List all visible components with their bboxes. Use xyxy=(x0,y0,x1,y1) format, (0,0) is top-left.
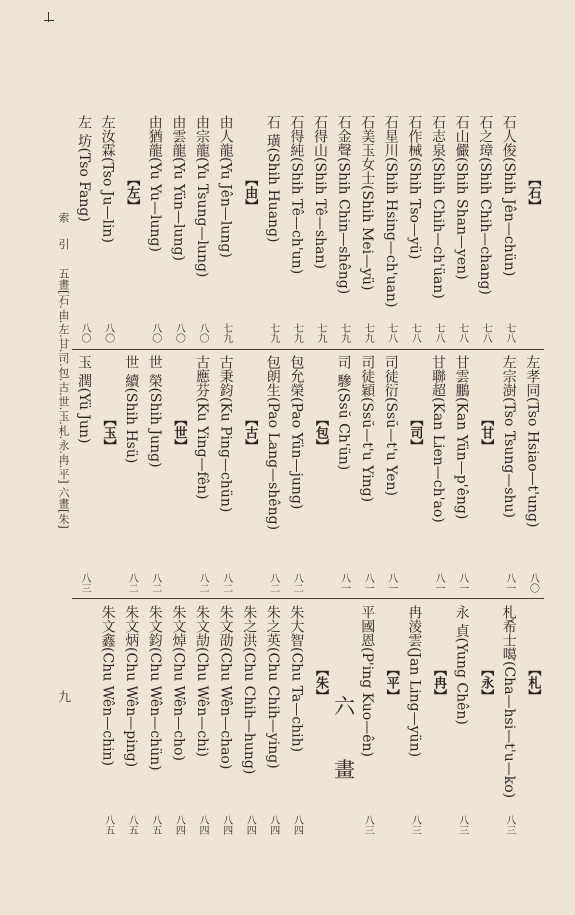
entry-name: 石作械(Shih Tso—yü) xyxy=(406,115,423,260)
index-entry xyxy=(380,355,402,593)
entry-page-ref: 八一 xyxy=(433,573,444,593)
index-entry xyxy=(238,605,260,835)
index-entry xyxy=(215,605,237,835)
surname-heading-text: 【札】 xyxy=(525,663,541,702)
entry-name: 古秉鈞(Ku Ping—chün) xyxy=(217,355,234,513)
index-entry xyxy=(144,115,166,343)
entry-name: 世 榮(Shih Jung) xyxy=(146,355,163,468)
index-entry xyxy=(167,115,189,343)
index-entry xyxy=(120,355,142,593)
index-entry xyxy=(262,605,284,835)
entry-name: 玉 潤(Yü Jun) xyxy=(76,355,92,444)
entry-page-ref: 八〇 xyxy=(149,323,161,343)
index-entry xyxy=(521,355,543,593)
entry-page-ref: 八五 xyxy=(102,815,114,835)
entry-page-ref: 八二 xyxy=(149,573,161,593)
entry-page-ref: 八一 xyxy=(385,573,397,593)
surname-heading-text: 【由】 xyxy=(242,173,258,212)
stroke-count-heading xyxy=(333,605,355,835)
entry-page-ref: 八〇 xyxy=(197,323,208,343)
surname-heading xyxy=(238,115,260,343)
corner-mark xyxy=(48,12,49,22)
surname-heading-text: 【世】 xyxy=(171,413,187,452)
entry-page-ref: 八四 xyxy=(267,815,279,835)
entry-name: 石美玉女士(Shih Mei—yü) xyxy=(359,115,376,291)
surname-heading xyxy=(474,605,496,835)
entry-page-ref: 八二 xyxy=(126,573,138,593)
index-section-1 xyxy=(70,115,545,343)
entry-page-ref: 七九 xyxy=(338,323,350,343)
index-entry xyxy=(215,115,237,343)
surname-heading xyxy=(238,355,260,593)
entry-page-ref: 八三 xyxy=(79,573,90,593)
index-entry xyxy=(451,355,473,593)
entry-name: 永 貞(Yung Chên) xyxy=(453,605,470,725)
stroke-count-heading-text: 六 畫 xyxy=(331,695,356,798)
entry-page-ref: 七八 xyxy=(385,323,397,343)
entry-name: 左汝霖(Tso Ju—lin) xyxy=(99,115,116,243)
entry-name: 左 坊(Tso Fang) xyxy=(76,115,92,222)
entry-page-ref: 七九 xyxy=(220,323,232,343)
entry-page-ref: 七九 xyxy=(267,323,279,343)
index-entry xyxy=(120,605,142,835)
surname-heading-text: 【冉】 xyxy=(431,663,446,702)
entry-page-ref: 八二 xyxy=(267,573,279,593)
entry-page-ref: 七九 xyxy=(315,323,326,343)
index-entry xyxy=(262,115,284,343)
entry-name: 石金聲(Shih Chin—shêng) xyxy=(335,115,352,295)
index-entry xyxy=(191,605,213,835)
entry-name: 朱文劭(Chu Wên—chao) xyxy=(217,605,234,770)
index-entry xyxy=(191,355,213,593)
entry-name: 石之璋(Shih Chih—chang) xyxy=(477,115,494,295)
entry-page-ref: 八二 xyxy=(291,573,303,593)
index-entry xyxy=(403,605,425,835)
section-divider xyxy=(72,598,544,599)
entry-page-ref: 八〇 xyxy=(79,323,90,343)
entry-page-ref: 七八 xyxy=(480,323,492,343)
entry-page-ref: 八五 xyxy=(149,815,161,835)
entry-name: 平國恩(P'ing Kuo—ên) xyxy=(359,605,376,757)
entry-name: 由雲龍(Yu Yün—lung) xyxy=(170,115,187,261)
entry-name: 司徒穎(Ssŭ—t'u Ying) xyxy=(359,355,376,503)
index-entry xyxy=(97,115,119,343)
index-entry xyxy=(333,115,355,343)
corner-mark xyxy=(44,20,54,21)
entry-name: 石人俊(Shih Jên—chün) xyxy=(500,115,517,277)
entry-page-ref: 七八 xyxy=(433,323,444,343)
entry-page-ref: 八一 xyxy=(503,573,515,593)
entry-name: 甘雲鵬(Kan Yün—p'êng) xyxy=(453,355,470,520)
entry-name: 石得純(Shih Tê—ch'un) xyxy=(288,115,305,275)
index-entry xyxy=(356,115,378,343)
surname-heading xyxy=(521,605,543,835)
surname-heading-text: 【石】 xyxy=(525,173,541,212)
surname-heading xyxy=(474,355,496,593)
surname-heading xyxy=(97,355,119,593)
index-entry xyxy=(451,605,473,835)
index-entry xyxy=(498,605,520,835)
entry-page-ref: 八〇 xyxy=(527,573,539,593)
index-entry xyxy=(403,115,425,343)
index-section-3 xyxy=(70,605,545,835)
entry-name: 札希士噶(Cha—hsi—t'u—ko) xyxy=(500,605,517,799)
entry-page-ref: 八四 xyxy=(291,815,303,835)
surname-heading xyxy=(403,355,425,593)
entry-name: 由人龍(Yu Jên—lung) xyxy=(217,115,234,258)
surname-heading xyxy=(521,115,543,343)
entry-name: 石 璜(Shih Huang) xyxy=(264,115,281,243)
entry-page-ref: 八四 xyxy=(220,815,232,835)
index-entry xyxy=(262,355,284,593)
index-section-2 xyxy=(70,355,545,593)
index-entry xyxy=(380,115,402,343)
entry-name: 朱文劼(Chu Wên—chi) xyxy=(194,605,210,758)
entry-page-ref: 八一 xyxy=(362,573,374,593)
entry-name: 古應芬(Ku Ying—fên) xyxy=(194,355,210,500)
surname-heading xyxy=(120,115,142,343)
surname-heading-text: 【包】 xyxy=(313,413,328,452)
running-title: 索 引 xyxy=(57,212,70,256)
entry-name: 朱文焯(Chu Wên—cho) xyxy=(170,605,187,761)
index-entry xyxy=(309,115,331,343)
entry-page-ref: 七九 xyxy=(291,323,303,343)
surname-heading-text: 【古】 xyxy=(242,413,258,452)
index-entry xyxy=(73,115,95,343)
entry-page-ref: 八四 xyxy=(197,815,208,835)
index-entry xyxy=(356,355,378,593)
surname-heading xyxy=(309,355,331,593)
entry-name: 左孝同(Tso Hsiao—t'ung) xyxy=(524,355,541,528)
surname-heading xyxy=(380,605,402,835)
entry-name: 甘聯超(Kan Lien—ch'ao) xyxy=(430,355,446,523)
entry-page-ref: 七八 xyxy=(409,323,421,343)
entry-page-ref: 七八 xyxy=(503,323,515,343)
entry-name: 左宗澍(Tso Tsung—shu) xyxy=(500,355,517,519)
index-entry xyxy=(427,355,449,593)
index-entry xyxy=(451,115,473,343)
index-entry xyxy=(191,115,213,343)
entry-name: 包朗生(Pao Lang—shêng) xyxy=(264,355,281,531)
entry-name: 石志泉(Shih Chih—ch'üan) xyxy=(430,115,446,299)
entry-page-ref: 八四 xyxy=(244,815,256,835)
index-entry xyxy=(498,115,520,343)
entry-page-ref: 八三 xyxy=(503,815,515,835)
index-entry xyxy=(427,115,449,343)
surname-heading-text: 【甘】 xyxy=(478,413,494,452)
entry-name: 司徒衍(Ssŭ—t'u Yen) xyxy=(382,355,399,496)
entry-page-ref: 七八 xyxy=(456,323,468,343)
entry-name: 包允榮(Pao Yün—jung) xyxy=(288,355,305,510)
entry-name: 石得山(Shih Tê—shan) xyxy=(312,115,328,269)
surname-heading xyxy=(167,355,189,593)
index-entry xyxy=(144,605,166,835)
index-entry xyxy=(498,355,520,593)
entry-page-ref: 八三 xyxy=(409,815,421,835)
entry-name: 朱文鑫(Chu Wên—chin) xyxy=(99,605,116,767)
surname-heading-text: 【朱】 xyxy=(313,663,328,702)
index-entry xyxy=(285,115,307,343)
entry-name: 石山儼(Shih Shan—yen) xyxy=(453,115,470,280)
surname-heading-text: 【左】 xyxy=(124,173,140,212)
index-entry xyxy=(333,355,355,593)
surname-heading-text: 【平】 xyxy=(383,663,399,702)
entry-page-ref: 八一 xyxy=(338,573,350,593)
index-entry xyxy=(356,605,378,835)
entry-name: 世 續(Shih Hsü) xyxy=(123,355,140,464)
entry-name: 朱之英(Chu Chih—ying) xyxy=(264,605,281,769)
page-number: 九 xyxy=(55,690,70,703)
entry-page-ref: 八二 xyxy=(220,573,232,593)
entry-page-ref: 七九 xyxy=(362,323,374,343)
index-entry xyxy=(285,605,307,835)
entry-name: 朱文鈞(Chu Wên—chün) xyxy=(146,605,163,771)
entry-name: 由宗龍(Yu Tsung—lung) xyxy=(194,115,210,278)
entry-page-ref: 八〇 xyxy=(102,323,114,343)
index-entry xyxy=(73,355,95,593)
section-divider xyxy=(72,349,544,350)
entry-page-ref: 八四 xyxy=(173,815,185,835)
entry-page-ref: 八二 xyxy=(197,573,208,593)
surname-heading-text: 【永】 xyxy=(478,663,494,702)
surname-heading xyxy=(309,605,331,835)
running-footer: 五畫[石.由.左.甘.司.包.古.世.玉.札.永.冉.平] 六畫[朱] xyxy=(57,268,70,529)
entry-page-ref: 八三 xyxy=(456,815,468,835)
index-entry xyxy=(215,355,237,593)
surname-heading xyxy=(427,605,449,835)
entry-name: 石星川(Shih Hsing—ch'uan) xyxy=(382,115,399,308)
entry-name: 朱之洪(Chu Chih—hung) xyxy=(241,605,258,775)
index-entry xyxy=(144,355,166,593)
index-entry xyxy=(285,355,307,593)
entry-name: 朱文炳(Chu Wên—ping) xyxy=(123,605,140,768)
entry-page-ref: 八一 xyxy=(456,573,468,593)
index-entry xyxy=(167,605,189,835)
surname-heading-text: 【玉】 xyxy=(100,413,116,452)
index-entry xyxy=(474,115,496,343)
entry-name: 由猶龍(Yu Yu—lung) xyxy=(146,115,163,252)
surname-heading-text: 【司】 xyxy=(407,413,423,452)
entry-page-ref: 八五 xyxy=(126,815,138,835)
entry-name: 朱大智(Chu Ta—chih) xyxy=(288,605,305,753)
index-entry xyxy=(97,605,119,835)
entry-page-ref: 八三 xyxy=(362,815,374,835)
entry-name: 冉淩雲(Jan Ling—yün) xyxy=(406,605,423,758)
entry-name: 司 驂(Ssŭ Ch'ün) xyxy=(335,355,352,471)
entry-page-ref: 八〇 xyxy=(173,323,185,343)
